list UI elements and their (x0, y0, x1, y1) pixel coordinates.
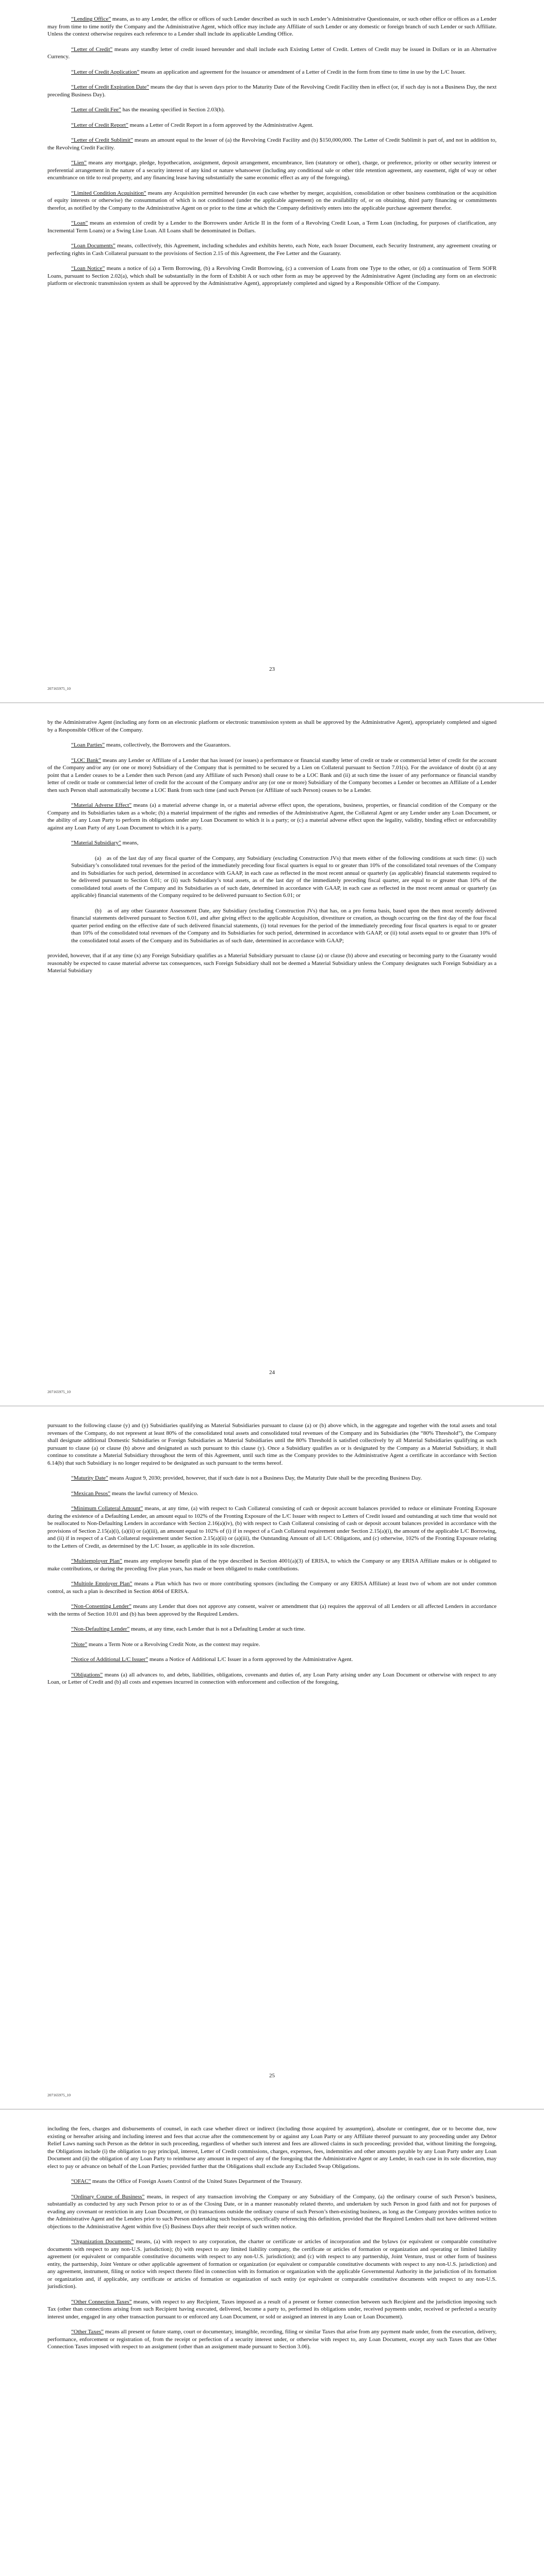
definition-material-adverse-effect: “Material Adverse Effect” means (a) a material adverse change in, or a material adverse effect upon, the operations, business, properties, or financial condition of the Company or the Company and its Subsidiaries taken as a whole; (b) a material impairment of the rights and remedies of the Administrative Agent, the Collateral Agent or any Lender under any Loan Document, or the ability of any Loan Party to perform its obligations under any Loan Document to which it is a party; or (c) a material adverse effect upon the legality, validity, binding effect or enforceability against any Loan Party of any Loan Document to which it is a party. (47, 802, 497, 831)
definition-multiple-employer-plan: “Multiple Employer Plan” means a Plan which has two or more contributing sponsors (including the Company or any ERISA Affiliate) at least two of whom are not under common control, as such a plan is described in Section 4064 of ERISA. (47, 1581, 497, 1595)
definition-letter-of-credit-sublimit: “Letter of Credit Sublimit” means an amount equal to the lesser of (a) the Revolving Credit Facility and (b) $150,000,000. The Letter of Credit Sublimit is part of, and not in addition to, the Revolving Credit Facility. (47, 137, 497, 151)
page-number: 23 (269, 666, 275, 672)
continued-paragraph: pursuant to the following clause (y) and (y) Subsidiaries qualifying as Material Subsidiaries pursuant to clause (a) or (b) above which, in the aggregate and together with the total assets and total revenues of the Company, do not represent at least 80% of the consolidated total assets and consolidated total revenues of the Company and its Subsidiaries (the “80% Threshold”), the Company shall designate additional Domestic Subsidiaries or Foreign Subsidiaries as Material Subsidiaries until the 80% Threshold is satisfied collectively by all Material Subsidiaries qualifying as such pursuant to clause (a) or clause (b) above and designated as such pursuant to this clause (y). Once a Subsidiary qualifies as or is designated by the Company as a Material Subsidiary, it shall continue to constitute a Material Subsidiary throughout the term of this Agreement, until such time as the Company provides to the Administrative Agent a certificate in accordance with Section 6.14(b) that such Subsidiary is no longer required to be designated as such pursuant to the terms hereof. (47, 1422, 497, 1466)
definition-other-taxes: “Other Taxes” means all present or future stamp, court or documentary, intangible, recording, filing or similar Taxes that arise from any payment made under, from the execution, delivery, performance, enforcement or registration of, from the receipt or perfection of a security interest under, or otherwise with respect to, any Loan Document, except any such Taxes that are Other Connection Taxes imposed with respect to an assignment (other than an assignment made pursuant to Section 3.06). (47, 2329, 497, 2350)
document-id: 207165975_10 (47, 2093, 71, 2097)
page-number: 25 (269, 2073, 275, 2079)
definition-ofac: “OFAC” means the Office of Foreign Assets Control of the United States Department of the Treasury. (71, 2178, 302, 2185)
definition-letter-of-credit-report: “Letter of Credit Report” means a Letter of Credit Report in a form approved by the Administrative Agent. (71, 122, 314, 128)
definition-limited-condition-acquisition: “Limited Condition Acquisition” means any Acquisition permitted hereunder (in each case whether by merger, acquisition, consolidation or other business combination or the acquisition of equity interests or otherwise) the consummation of which is not conditioned (under the applicable agreement) on the availability of, or on obtaining, third party financing or commitments therefor, as notified by the Company to the Administrative Agent on or prior to the time at which the Company definitively enters into the applicable purchase agreement therefor. (47, 190, 497, 211)
definition-obligations: “Obligations” means (a) all advances to, and debts, liabilities, obligations, covenants and duties of, any Loan Party arising under any Loan Document or otherwise with respect to any Loan, or Letter of Credit and (b) all costs and expenses incurred in connection with enforcement and collection of the foregoing, (47, 1671, 497, 1686)
definition-loan-notice: “Loan Notice” means a notice of (a) a Term Borrowing, (b) a Revolving Credit Borrowing, (c) a conversion of Loans from one Type to the other, or (d) a continuation of Term SOFR Loans, pursuant to Section 2.02(a), which shall be substantially in the form of Exhibit A or such other form as may be approved by the Administrative Agent (including any form on an electronic platform or electronic transmission system as shall be approved by the Administrative Agent), appropriately completed and signed by a Responsible Officer of the Company. (47, 265, 497, 287)
page (0, 0, 544, 703)
definition-letter-of-credit-fee: “Letter of Credit Fee” has the meaning specified in Section 2.03(h). (71, 107, 225, 113)
definition-letter-of-credit: “Letter of Credit” means any standby letter of credit issued hereunder and shall include each Existing Letter of Credit. Letters of Credit may be issued in Dollars or in an Alternative Currency. (47, 46, 497, 60)
definition-notice-of-additional-lc-issuer: “Notice of Additional L/C Issuer” means a Notice of Additional L/C Issuer in a form approved by the Administrative Agent. (71, 1656, 353, 1663)
page (0, 703, 544, 1406)
definition-non-defaulting-lender: “Non-Defaulting Lender” means, at any time, each Lender that is not a Defaulting Lender at such time. (71, 1626, 306, 1633)
page-number: 24 (269, 1369, 275, 1376)
document-id: 207165975_10 (47, 1389, 71, 1394)
definition-ordinary-course-of-business: “Ordinary Course of Business” means, in respect of any transaction involving the Company or any Subsidiary of the Company, (a) the ordinary course of such Person’s business, substantially as conducted by any such Person prior to or as of the Closing Date, or in a manner reasonably related thereto, and undertaken by such Person in good faith and not for purposes of evading any covenant or restriction in any Loan Document, or (b) transactions outside the ordinary course of such Person’s then-existing business, as long as the Company provides written notice to the Administrative Agent and the Lenders prior to such Person undertaking such business, specifically referencing this definition, provided that the Required Lenders shall not have delivered written objections to the Administrative Agent within five (5) Business Days after their receipt of such written notice. (47, 2193, 497, 2230)
definition-minimum-collateral-amount: “Minimum Collateral Amount” means, at any time, (a) with respect to Cash Collateral consisting of cash or deposit account balances provided to reduce or eliminate Fronting Exposure during the existence of a Defaulting Lender, an amount equal to 102% of the Fronting Exposure of the L/C Issuer with respect to Letters of Credit issued and outstanding at such time that would not be reallocated to Non-Defaulting Lenders in accordance with Section 2.16(a)(iv), (b) with respect to Cash Collateral consisting of cash or deposit account balances provided in accordance with the provisions of Section 2.15(a)(i), (a)(ii) or (a)(iii), an amount equal to 102% of (i) if in respect of a Cash Collateral requirement under Section 2.15(a)(i), the amount of the applicable L/C Borrowing, and (ii) if in respect of a Cash Collateral requirement under Section 2.15(a)(ii) or (a)(iii), the Outstanding Amount of all L/C Obligations, and (c) otherwise, 102% of the Fronting Exposure relating to the Letters of Credit, as determined by the L/C Issuer, as applicable in its sole discretion. (47, 1505, 497, 1549)
continued-paragraph: by the Administrative Agent (including any form on an electronic platform or electronic transmission system as shall be approved by the Administrative Agent), appropriately completed and signed by a Responsible Officer of the Company. (47, 719, 497, 733)
definition-note: “Note” means a Term Note or a Revolving Credit Note, as the context may require. (71, 1641, 260, 1648)
page (0, 1406, 544, 2110)
definition-non-consenting-lender: “Non-Consenting Lender” means any Lender that does not approve any consent, waiver or amendment that (a) requires the approval of all Lenders or all affected Lenders in accordance with the terms of Section 10.01 and (b) has been approved by the Required Lenders. (47, 1603, 497, 1617)
definition-lien: “Lien” means any mortgage, pledge, hypothecation, assignment, deposit arrangement, encumbrance, lien (statutory or other), charge, or preference, priority or other security interest or preferential arrangement in the nature of a security interest of any kind or nature whatsoever (including any conditional sale or other title retention agreement, any easement, right of way or other encumbrance on title to real property, and any financing lease having substantially the same economic effect as any of the foregoing). (47, 160, 497, 181)
definition-organization-documents: “Organization Documents” means, (a) with respect to any corporation, the charter or certificate or articles of incorporation and the bylaws (or equivalent or comparable constitutive documents with respect to any non-U.S. jurisdiction); (b) with respect to any limited liability company, the certificate or articles of formation or organization and operating or limited liability agreement (or equivalent or comparable constitutive documents with respect to any non-U.S. jurisdiction); and (c) with respect to any partnership, Joint Venture, trust or other form of business entity, the partnership, Joint Venture or other applicable agreement of formation or organization (or equivalent or comparable constitutive documents with respect to any non-U.S. jurisdiction) and any agreement, instrument, filing or notice with respect thereto filed in connection with its formation or organization with the applicable Governmental Authority in the jurisdiction of its formation or organization and, if applicable, any certificate or articles of formation or organization of such entity (or equivalent or comparable constitutive documents with respect to any non-U.S. jurisdiction). (47, 2239, 497, 2290)
definition-loc-bank: “LOC Bank” means any Lender or Affiliate of a Lender that has issued (or issues) a performance or financial standby letter of credit or trade or commercial letter of credit for the account of the Company and/or any (or one or more) Subsidiary of the Company that is permitted to be secured by a Lien on Collateral pursuant to Section 7.01(s). For the avoidance of doubt (i) at any point that a Lender ceases to be a Lender then such Person (and any Affiliate of such Person) shall cease to be a LOC Bank and (ii) at such time the issuer of any performance or financial standby letter of credit or trade or commercial letter of credit for the account of the Company and/or any (or one or more) Subsidiary of the Company becomes a Lender or becomes an Affiliate of a Lender then such Person shall automatically become a LOC Bank from such time (and such Person (or Affiliate of such Person) ceases to be a Lender. (47, 757, 497, 793)
definition-material-subsidiary: “Material Subsidiary” means, (71, 840, 139, 846)
definition-lending-office: “Lending Office” means, as to any Lender, the office or offices of such Lender described as such in such Lender’s Administrative Questionnaire, or such other office or offices as a Lender may from time to time notify the Company and the Administrative Agent, which office may include any Affiliate of such Lender or any domestic or foreign branch of such Lender or such Affiliate. Unless the context otherwise requires each reference to a Lender shall include its applicable Lending Office. (47, 16, 497, 38)
proviso-paragraph: provided, however, that if at any time (x) any Foreign Subsidiary qualifies as a Material Subsidiary pursuant to clause (a) or clause (b) above and executing or becoming party to the Guaranty would reasonably be expected to cause material adverse tax consequences, such Foreign Subsidiary shall not be deemed a Material Subsidiary unless the Company designates such Foreign Subsidiary as a Material Subsidiary (47, 953, 497, 974)
definition-mexican-pesos: “Mexican Pesos” means the lawful currency of Mexico. (71, 1490, 199, 1497)
definition-other-connection-taxes: “Other Connection Taxes” means, with respect to any Recipient, Taxes imposed as a result of a present or former connection between such Recipient and the jurisdiction imposing such Tax (other than connections arising from such Recipient having executed, delivered, become a party to, performed its obligations under, received payments under, received or perfected a security interest under, engaged in any other transaction pursuant to or enforced any Loan Document, or sold or assigned an interest in any Loan or Loan Document). (47, 2298, 497, 2320)
definition-loan-documents: “Loan Documents” means, collectively, this Agreement, including schedules and exhibits hereto, each Note, each Issuer Document, each Security Instrument, any agreement creating or perfecting rights in Cash Collateral pursuant to the provisions of Section 2.15 of this Agreement, the Fee Letter and the Guaranty. (47, 243, 497, 257)
definition-maturity-date: “Maturity Date” means August 9, 2030; provided, however, that if such date is not a Business Day, the Maturity Date shall be the preceding Business Day. (71, 1475, 422, 1482)
definition-letter-of-credit-expiration-date: “Letter of Credit Expiration Date” means the day that is seven days prior to the Maturity Date of the Revolving Credit Facility then in effect (or, if such day is not a Business Day, the next preceding Business Day). (47, 84, 497, 98)
clause-a: (a) as of the last day of any fiscal quarter of the Company, any Subsidiary (excluding Construction JVs) that meets either of the following conditions at such time: (i) such Subsidiary’s consolidated total revenues for the period of the immediately preceding four fiscal quarters is equal to or greater than 10% of the consolidated total revenues of the Company and its Subsidiaries for such period, determined in accordance with GAAP, in each case as reflected in the most recent annual or quarterly (as applicable) financial statements required to be delivered pursuant to Section 6.01; or (ii) such Subsidiary’s total assets, as of the last day of the immediately preceding fiscal quarter, are equal to or greater than 10% of the consolidated total assets of the Company and its Subsidiaries as of such date, determined in accordance with GAAP, in each case as reflected in the most recent annual or quarterly (as applicable) financial statements of the Company required to be delivered pursuant to Section 6.01; or (71, 855, 497, 899)
page (0, 2110, 544, 2576)
definition-loan-parties: “Loan Parties” means, collectively, the Borrowers and the Guarantors. (71, 742, 231, 749)
definition-multiemployer-plan: “Multiemployer Plan” means any employee benefit plan of the type described in Section 4001(a)(3) of ERISA, to which the Company or any ERISA Affiliate makes or is obligated to make contributions, or during the preceding five plan years, has made or been obligated to make contributions. (47, 1558, 497, 1572)
continued-paragraph: including the fees, charges and disbursements of counsel, in each case whether direct or indirect (including those acquired by assumption), absolute or contingent, due or to become due, now existing or hereafter arising and including interest and fees that accrue after the commencement by or against any Loan Party or any Affiliate thereof pursuant to any proceeding under any Debtor Relief Laws naming such Person as the debtor in such proceeding, regardless of whether such interest and fees are allowed claims in such proceeding; provided that, without limiting the foregoing, the Obligations include (i) the obligation to pay principal, interest, Letter of Credit commissions, charges, expenses, fees, indemnities and other amounts payable by any Loan Party under any Loan Document and (ii) the obligation of any Loan Party to reimburse any amount in respect of any of the foregoing that the Administrative Agent or any Lender, in each case in its sole discretion, may elect to pay or advance on behalf of the Loan Parties; provided further that the Obligations shall exclude any Excluded Swap Obligations. (47, 2126, 497, 2170)
definition-letter-of-credit-application: “Letter of Credit Application” means an application and agreement for the issuance or amendment of a Letter of Credit in the form from time to time in use by the L/C Issuer. (71, 69, 466, 75)
definition-loan: “Loan” means an extension of credit by a Lender to the Borrowers under Article II in the form of a Revolving Credit Loan, a Term Loan (including, for purposes of clarification, any Incremental Term Loans) or a Swing Line Loan. All Loans shall be denominated in Dollars. (47, 220, 497, 234)
document-id: 207165975_10 (47, 686, 71, 691)
clause-b: (b) as of any other Guarantor Assessment Date, any Subsidiary (excluding Construction JVs) that has, on a pro forma basis, based upon the then most recently delivered financial statements delivered pursuant to Section 6.01, and after giving effect to the applicable Acquisition, divestiture or creation, as though occurring on the first day of the four fiscal quarter period ending on the effective date of such delivered financial statements, (i) total revenues for the period of the immediately preceding four fiscal quarters is equal to or greater than 10% of the consolidated total revenues of the Company and its Subsidiaries for such period, determined in accordance with GAAP, or (ii) total assets equal to or greater than 10% of the consolidated total assets of the Company and its Subsidiaries as of such date, determined in accordance with GAAP; (71, 907, 497, 944)
